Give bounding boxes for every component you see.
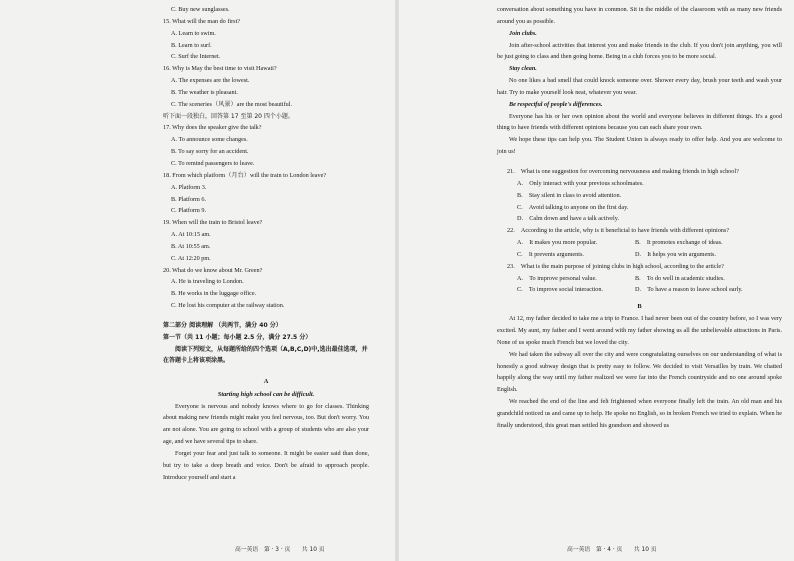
answer-option: B. At 10:55 am.: [171, 242, 211, 250]
tip-join-clubs-title: Join clubs.: [509, 29, 537, 37]
passage-b-paragraph-3: We reached the end of the line and felt frightened when everyone finally left the train. An old man and his grandchild noticed us and came up to help. He spoke no English, so in broken French we tried to explain. When he finally understood, this great man settled his grandson and showed us: [497, 398, 782, 429]
tip-stay-clean-text: No one likes a bad smell that could knock someone over. Shower every day, brush your teeth and wash your hair. Try to make yourself look neat, whatever you wear.: [497, 77, 782, 96]
question-text: 19. When will the train to Bristol leave?: [163, 219, 263, 227]
passage-a-paragraph-2: Forget your fear and just talk to someone. It might be easier said than done, but try to take a deep breath and voice. Don't be afraid to approach people. Introduce yourself and start a: [163, 450, 369, 481]
question-text: 18. From which platform（月台）will the train to London leave?: [163, 171, 327, 179]
answer-option: B. The weather is pleasant.: [171, 88, 238, 96]
passage-a-paragraph-1: Everyone is nervous and nobody knows where to go for classes. Thinking about making new friends might make you feel nervous, too. But don't worry. You are not alone. You are going to school with a group of students who are also your age, and we have several tips to share.: [163, 402, 369, 446]
question-21: 21. What is one suggestion for overcoming nervousness and making friends in high school?: [507, 167, 739, 175]
answer-option: A. Platform 3.: [171, 183, 207, 191]
answer-option: C. He lost his computer at the railway station.: [171, 302, 285, 310]
answer-option: C. At 12:20 pm.: [171, 254, 211, 262]
answer-option: D. It helps you win arguments.: [635, 250, 717, 258]
passage-a-closing: We hope these tips can help you. The Student Union is always ready to offer help. And you are welcome to join us!: [497, 136, 782, 156]
question-text: 15. What will the man do first?: [163, 17, 241, 25]
part-two-heading: 第二部分 阅读理解 （共两节，满分 40 分）: [163, 321, 282, 329]
answer-option: C. To improve social interaction.: [517, 286, 603, 294]
question-22-options: [497, 237, 782, 261]
answer-option-row: [497, 249, 782, 261]
answer-option: D. To have a reason to leave school early.: [635, 286, 743, 294]
question-text: 20. What do we know about Mr. Green?: [163, 266, 263, 274]
questions-14-16: [163, 4, 369, 111]
question-text: 16. Why is May the best time to visit Hawaii?: [163, 65, 277, 73]
answer-option: B. Learn to surf.: [171, 41, 212, 49]
section-one-instruction: 阅读下列短文，从每题所给的四个选项（A,B,C,D)中,选出最佳选项，并在答题卡上将该项涂黑。: [163, 345, 368, 365]
page-footer-right: 高一英语 第 · 4 · 页 共 10 页: [567, 547, 657, 553]
page-footer-left: 高一英语 第 · 3 · 页 共 10 页: [235, 547, 325, 553]
tip-respect-text: Everyone has his or her own opinion about the world and everyone believes in different things. It's a good thing to have friends with different opinions because you can each share your own.: [497, 112, 782, 132]
answer-option: D. Calm down and have a talk actively.: [517, 215, 620, 223]
answer-option-row: [497, 284, 782, 296]
passage-b-paragraph-2: We had taken the subway all over the city and were congratulating ourselves on our understanding of what is honestly a good subway design that is pretty easy to follow. We decided to visit Versailles by train. We chatted happily along the way until my father realized we were far into the French countryside and no one around spoke English.: [497, 350, 782, 394]
tip-respect-title: Be respectful of people's differences.: [509, 100, 603, 108]
answer-option: B. To do well in academic studies.: [635, 274, 725, 282]
passage-label-b: B: [637, 303, 642, 311]
passage-label-a: A: [263, 377, 269, 385]
passage-a-title: Starting high school can be difficult.: [217, 390, 315, 398]
answer-option-row: [497, 273, 782, 285]
page-4: [397, 0, 794, 561]
question-21-options: [497, 178, 782, 225]
question-23: 23. What is the main purpose of joining clubs in high school, according to the article?: [507, 262, 724, 270]
answer-option: C. The sceneries（风景）are the most beautiful.: [171, 100, 293, 108]
section-one-heading: 第一节（共 11 小题；每小题 2.5 分，满分 27.5 分）: [163, 333, 312, 341]
answer-option: B. Platform 6.: [171, 195, 207, 203]
answer-option: A. The expenses are the lowest.: [171, 77, 250, 85]
answer-option: B. He works in the luggage office.: [171, 290, 257, 298]
answer-option: C. Surf the Internet.: [171, 53, 221, 61]
answer-option: C. To remind passengers to leave.: [171, 159, 255, 167]
answer-option: A. He is traveling to London.: [171, 278, 244, 286]
answer-option: C. Platform 9.: [171, 207, 207, 215]
answer-option: C. It prevents arguments.: [517, 250, 584, 258]
answer-option: A. Learn to swim.: [171, 29, 216, 37]
answer-option: A. To announce some changes.: [171, 136, 248, 144]
answer-option: B. To say sorry for an accident.: [171, 148, 249, 156]
instruction-17-20: 听下面一段独白，回答第 17 至第 20 四个小题。: [163, 112, 294, 120]
questions-17-20: [163, 122, 369, 312]
answer-option: A. At 10:15 am.: [171, 231, 211, 239]
answer-option: C. Avoid talking to anyone on the first day.: [517, 203, 629, 211]
answer-option: C. Buy new sunglasses.: [171, 6, 230, 13]
answer-option: B. It promotes exchange of ideas.: [635, 239, 723, 247]
passage-a-continued: conversation about something you have in common. Sit in the middle of the classroom with as many new friends around you as possible.: [497, 6, 782, 25]
answer-option: A. It makes you more popular.: [517, 239, 598, 247]
answer-option-row: [497, 237, 782, 249]
tip-join-clubs-text: Join after-school activities that interest you and make friends in the club. If you don't join anything, you will be just going to class and then going home. Being in a club forces you to be more social.: [497, 41, 782, 61]
answer-option: B. Stay silent in class to avoid attention.: [517, 191, 622, 199]
passage-b-paragraph-1: At 12, my father decided to take me a trip to France. I had never been out of the country before, so I was very excited. My aunt, my father and I went around with my father showing us all the unbelievable attractions in Paris. None of us spoke much French but we loved the city.: [497, 315, 782, 346]
question-23-options: [497, 273, 782, 297]
tip-stay-clean-title: Stay clean.: [509, 65, 537, 73]
question-text: 17. Why does the speaker give the talk?: [163, 124, 262, 132]
answer-option: A. Only interact with your previous schoolmates.: [517, 179, 644, 187]
question-22: 22. According to the article, why is it beneficial to have friends with different opinions?: [507, 227, 730, 235]
answer-option: A. To improve personal value.: [517, 274, 597, 282]
